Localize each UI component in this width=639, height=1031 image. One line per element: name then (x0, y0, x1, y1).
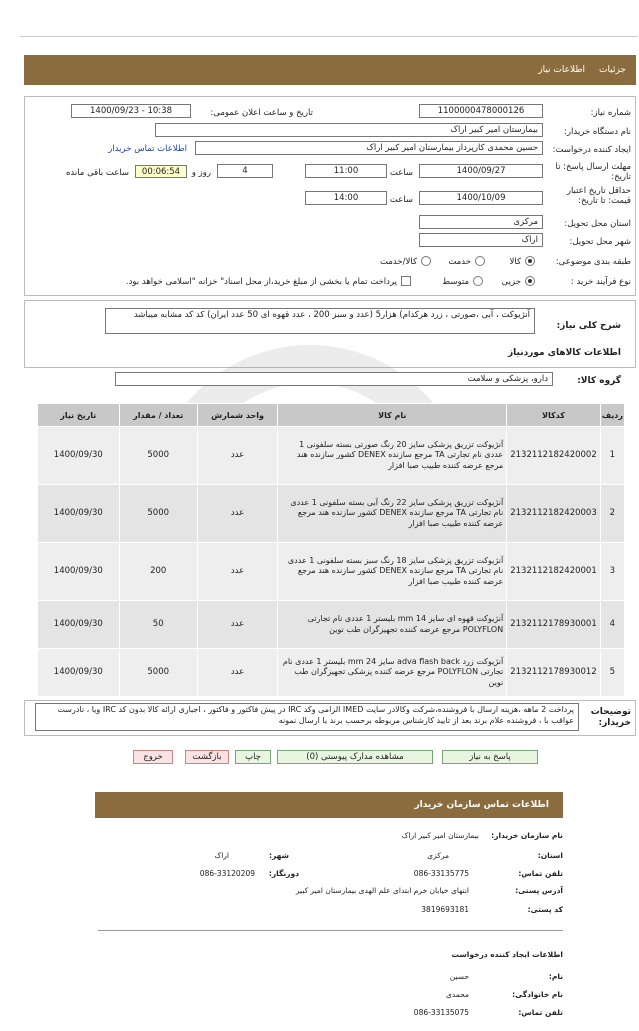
treasury-payment-checkbox[interactable] (401, 276, 411, 286)
deadline-label: مهلت ارسال پاسخ: تا تاریخ: (555, 162, 631, 182)
exit-button[interactable]: خروج (133, 750, 173, 764)
days-label: روز و (191, 168, 211, 178)
col-code: کدکالا (507, 404, 601, 427)
buyer-contact-link[interactable]: اطلاعات تماس خریدار (108, 144, 187, 154)
table-row (38, 427, 625, 485)
contact-phone-value: 086-33135775 (413, 869, 469, 878)
treasury-payment-label: پرداخت تمام یا بخشی از مبلغ خرید،از محل اسناد" خزانه "اسلامی خواهد بود. (125, 277, 397, 287)
need-number-field: 1100000478000126 (419, 104, 543, 118)
buyer-org-field: بیمارستان امیر کبیر اراک (155, 123, 543, 137)
goods-group-label: گروه کالا: (577, 376, 621, 386)
print-button[interactable]: چاپ (235, 750, 271, 764)
creator-field: حسین محمدی کارپرداز بیمارستان امیر کبیر اراک (195, 141, 543, 155)
goods-table (37, 403, 625, 697)
creator-last-name-value: محمدی (445, 990, 469, 999)
top-divider (20, 36, 638, 37)
cell-unit: عدد (197, 427, 277, 485)
days-field: 4 (217, 164, 273, 178)
process-medium-label: متوسط (442, 277, 469, 287)
table-row (38, 601, 625, 649)
notes-label: توضیحات خریدار: (590, 707, 631, 728)
creator-info-title: اطلاعات ایجاد کننده درخواست (451, 950, 563, 959)
summary-label: شرح کلی نیاز: (556, 321, 621, 331)
col-name: نام کالا (278, 404, 507, 427)
page-header (24, 55, 636, 85)
creator-label: ایجاد کننده درخواست: (552, 145, 631, 155)
contact-province-value: مرکزی (427, 851, 449, 860)
province-label: استان محل تحویل: (564, 219, 631, 229)
cell-name: آنژیوکت تزریق پزشکی سایز 22 رنگ آبی بسته سلفونی 1 عددی نام تجارتی TA مرجع سازنده DENEX کشور سازنده هند مرجع عرضه کننده طبیب صبا افزار (278, 485, 507, 543)
category-goods-label: کالا (509, 257, 521, 267)
cell-unit: عدد (197, 601, 277, 649)
contact-fax-value: 086-33120209 (199, 869, 255, 878)
cell-date: 1400/09/30 (38, 427, 120, 485)
table-row (38, 649, 625, 697)
col-row: ردیف (600, 404, 624, 427)
announce-date-field: 1400/09/23 - 10:38 (71, 104, 191, 118)
contact-city-value: اراک (214, 851, 229, 860)
buyer-org-label: نام دستگاه خریدار: (564, 127, 631, 137)
contact-province-label: استان: (537, 851, 563, 860)
contact-address-value: انتهای خیابان خرم ابتدای علم الهدی بیمارستان امیر کبیر (295, 886, 469, 895)
category-service-radio[interactable] (475, 256, 485, 266)
need-number-label: شماره نیاز: (590, 108, 631, 118)
cell-row: 1 (600, 427, 624, 485)
deadline-time-label: ساعت (389, 168, 413, 178)
cell-date: 1400/09/30 (38, 649, 120, 697)
city-label: شهر محل تحویل: (569, 237, 631, 247)
process-minor-radio[interactable] (525, 276, 535, 286)
contact-fax-label: دورنگار: (268, 869, 299, 878)
reply-button[interactable]: پاسخ به نیاز (442, 750, 538, 764)
cell-qty: 50 (119, 601, 197, 649)
cell-date: 1400/09/30 (38, 601, 120, 649)
validity-time-label: ساعت (389, 195, 413, 205)
goods-group-field: دارو، پزشکی و سلامت (115, 372, 553, 386)
validity-time-field: 14:00 (305, 191, 387, 205)
contact-divider (98, 930, 563, 931)
cell-name: آنژیوکت تزریق پزشکی سایز 20 رنگ صورتی بسته سلفونی 1 عددی نام تجارتی TA مرجع سازنده DENEX کشور سازنده هند مرجع عرضه کننده طبیب صبا افزار (278, 427, 507, 485)
back-button[interactable]: بازگشت (185, 750, 229, 764)
category-label: طبقه بندی موضوعی: (555, 257, 631, 267)
col-date: تاریخ نیاز (38, 404, 120, 427)
deadline-date-field: 1400/09/27 (419, 164, 543, 178)
cell-row: 5 (600, 649, 624, 697)
col-unit: واحد شمارش (197, 404, 277, 427)
cell-date: 1400/09/30 (38, 543, 120, 601)
countdown-timer: 00:06:54 (135, 165, 187, 178)
cell-unit: عدد (197, 649, 277, 697)
cell-unit: عدد (197, 543, 277, 601)
goods-title: اطلاعات کالاهای موردنیاز (507, 348, 621, 358)
creator-phone-label: تلفن تماس: (518, 1008, 563, 1017)
goods-table-header (38, 404, 625, 427)
header-need-info-link[interactable]: اطلاعات نیاز (538, 65, 586, 75)
creator-first-name-label: نام: (548, 972, 563, 981)
cell-row: 4 (600, 601, 624, 649)
remaining-label: ساعت باقی مانده (65, 168, 129, 178)
notes-field: پرداخت 2 ماهه ،هزینه ارسال با فروشنده،شرکت وکالادر سایت IMED الزامی وکد IRC در پیش فاکتور و فاکتور ، اجباری ارائه کالا بدون کد IRC ویا ، نادرست عواقب با ، فروشنده علام برند بعد از تایید کارشناس مربوطه برحسب برند یا ارسال نمونه (35, 703, 579, 731)
creator-last-name-label: نام خانوادگی: (512, 990, 563, 999)
creator-phone-value: 086-33135075 (413, 1008, 469, 1017)
cell-name: آنژیوکت قهوه ای سایز 14 mm بلیستر 1 عددی نام تجارتی POLYFLON مرجع عرضه کننده تجهیزگران طب نوین (278, 601, 507, 649)
creator-first-name-value: حسین (449, 972, 469, 981)
category-both-radio[interactable] (421, 256, 431, 266)
contact-postal-label: کد پستی: (527, 905, 563, 914)
cell-code: 2132112178930012 (507, 649, 601, 697)
category-goods-radio[interactable] (525, 256, 535, 266)
attachments-button[interactable]: مشاهده مدارک پیوستی (0) (277, 750, 433, 764)
process-minor-label: جزیی (501, 277, 521, 287)
process-label: نوع فرآیند خرید : (570, 277, 631, 287)
cell-unit: عدد (197, 485, 277, 543)
col-qty: تعداد / مقدار (119, 404, 197, 427)
province-field: مرکزی (419, 215, 543, 229)
contact-postal-value: 3819693181 (421, 905, 469, 914)
validity-date-field: 1400/10/09 (419, 191, 543, 205)
contact-address-label: آدرس پستی: (515, 886, 563, 895)
cell-row: 3 (600, 543, 624, 601)
process-medium-radio[interactable] (473, 276, 483, 286)
cell-code: 2132112178930001 (507, 601, 601, 649)
contact-phone-label: تلفن تماس: (518, 869, 563, 878)
cell-qty: 5000 (119, 485, 197, 543)
cell-qty: 5000 (119, 649, 197, 697)
contact-org-label: نام سازمان خریدار: (491, 831, 563, 840)
category-both-label: کالا/خدمت (380, 257, 417, 267)
cell-row: 2 (600, 485, 624, 543)
cell-name: آنژیوکت تزریق پزشکی سایز 18 رنگ سبز بسته سلفونی 1 عددی نام تجارتی TA مرجع سازنده DENEX کشور سازنده هند مرجع عرضه کننده طبیب صبا افزار (278, 543, 507, 601)
cell-qty: 5000 (119, 427, 197, 485)
validity-label: حداقل تاریخ اعتبار قیمت: تا تاریخ: (566, 186, 631, 206)
cell-date: 1400/09/30 (38, 485, 120, 543)
cell-code: 2132112182420003 (507, 485, 601, 543)
cell-name: آنژیوکت زرد adva flash back سایز 24 mm بلیستر 1 عددی نام تجارتی POLYFLON مرجع عرضه کننده پزشکی تجهیزگران طب نوین (278, 649, 507, 697)
summary-field: آنژیوکت ، آبی ،صورتی ، زرد هرکدام) هزار5 (عدد و سبز 200 ، عدد قهوه ای 50 عدد ایران) کد کد مشابه میباشد (105, 308, 535, 334)
cell-qty: 200 (119, 543, 197, 601)
announce-date-label: تاریخ و ساعت اعلان عمومی: (210, 108, 313, 118)
table-row (38, 485, 625, 543)
category-service-label: خدمت (448, 257, 471, 267)
header-details-link[interactable]: جزئیات (599, 65, 626, 75)
cell-code: 2132112182420002 (507, 427, 601, 485)
table-row (38, 543, 625, 601)
city-field: اراک (419, 233, 543, 247)
contact-city-label: شهر: (269, 851, 289, 860)
contact-org-value: بیمارستان امیر کبیر اراک (401, 831, 479, 840)
contact-header: اطلاعات تماس سازمان خریدار (95, 792, 563, 818)
deadline-time-field: 11:00 (305, 164, 387, 178)
cell-code: 2132112182420001 (507, 543, 601, 601)
